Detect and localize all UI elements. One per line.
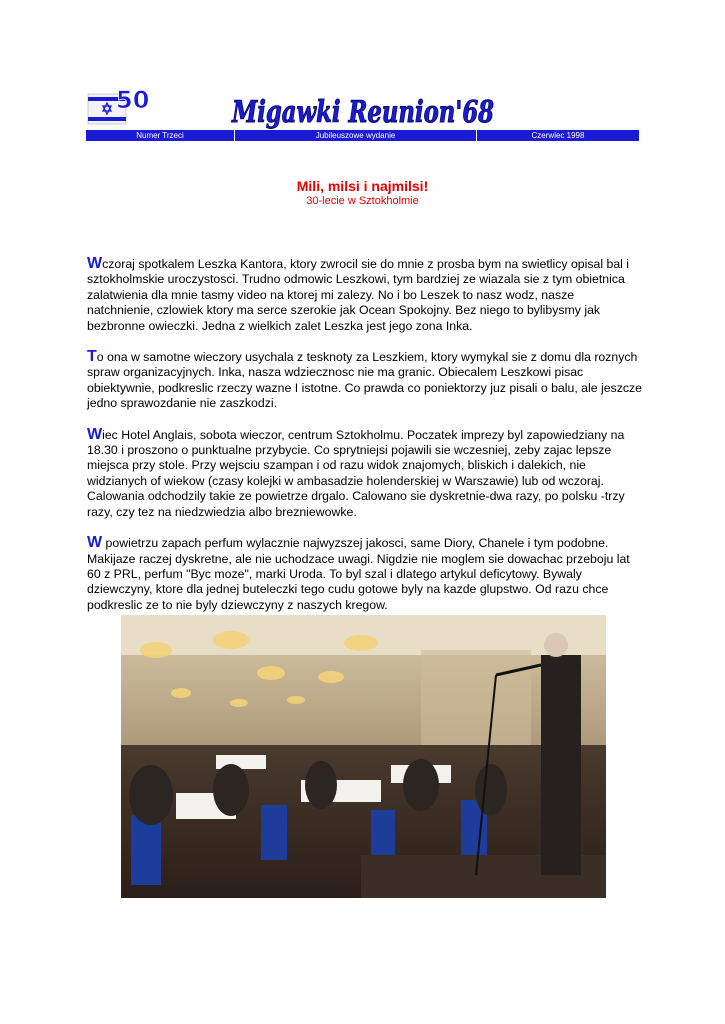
- paragraph: [87, 427, 642, 520]
- drop-cap: T: [87, 348, 97, 366]
- masthead-title: [228, 88, 498, 132]
- banquet-hall-photo: [121, 615, 606, 898]
- paragraph: [87, 349, 642, 412]
- issue-info-bar: [86, 130, 639, 141]
- paragraph-text: iec Hotel Anglais, sobota wieczor, centrum Sztokholmu. Poczatek imprezy byl zapowiedziany na 18.30 i proszono o punktualne przybycie. Co sprytniejsi pojawili sie wczesniej, zeby zajac lepsze miejsca przy stole. Przy wejsciu szampan i od razu widok znajomych, bliskich i dalekich, nie widzianych of wiekow (czasy kolejki w ambasadzie holenderskiej w Warszawie) lub od wczoraj. Calowania odchodzily takie ze powietrze drgalo. Calowano sie dyskretnie-dwa razy, po polsku -trzy razy, czy tez na niedzwiedzia albo brezniewowke.: [87, 427, 625, 519]
- article-body: [87, 256, 642, 628]
- svg-text:Migawki Reunion'68: Migawki Reunion'68: [231, 95, 495, 130]
- paragraph: [87, 535, 642, 613]
- paragraph: [87, 256, 642, 334]
- article-title: Mili, milsi i najmilsi!: [296, 178, 429, 194]
- paragraph-text: o ona w samotne wieczory usychala z tesknoty za Leszkiem, ktory wymykal sie z domu dla roznych spraw organizacyjnych. Inka, nasza wdziecznosc nie ma granic. Obiecalem Leszkowi pisac obiektywnie, podkreslic rzeczy wazne I istotne. Co prawda co poniektorzy juz pisali o balu, ale jeszcze jedno sprawozdanie nie zaszkodzi.: [87, 350, 642, 411]
- drop-cap: W: [87, 534, 103, 552]
- drop-cap: W: [87, 255, 103, 272]
- drop-cap: W: [87, 425, 103, 443]
- article-subtitle: 30-lecie w Sztokholmie: [306, 195, 419, 207]
- issue-date: Czerwiec 1998: [531, 131, 585, 140]
- issue-number: Numer Trzeci: [86, 130, 235, 141]
- svg-text:50: 50: [116, 86, 150, 114]
- paragraph-text: powietrzu zapach perfum wylacznie najwyzszej jakosci, same Diory, Chanele i tym podobne. Makijaze raczej dyskretne, ale nie uchodzace uwagi. Nigdzie nie moglem sie dowachac przeboju lat 60 z PRL, perfum "Byc moze", marki Uroda. To byl szal i dlatego artykul deficytowy. Bywaly dziewczyny, ktore dla jednej buteleczki tego cudu gotowe byly na kazde glupstwo. Od razu chce podkreslic ze to nie byly dziewczyny z naszych kregow.: [87, 536, 630, 612]
- edition-label: Jubileuszowe wydanie: [235, 130, 477, 141]
- paragraph-text: czoraj spotkalem Leszka Kantora, ktory zwrocil sie do mnie z prosba bym na swietlicy opisal bal i sztokholmskie uroczystosci. Trudno odmowic Leszkowi, tym bardziej ze wiazala sie z tym obietnica zalatwienia dla mnie tasmy video na ktorej mi zalezy. No i bo Leszek to nasz wodz, nasze natchnienie, czlowiek ktory ma serce szerokie jak Ocean Spokojny. Bez niego to bylibysmy jak bezbronne owieczki. Jedna z wielkich zalet Leszka jest jego zona Inka.: [87, 257, 630, 333]
- anniversary-50-logo: [86, 84, 158, 130]
